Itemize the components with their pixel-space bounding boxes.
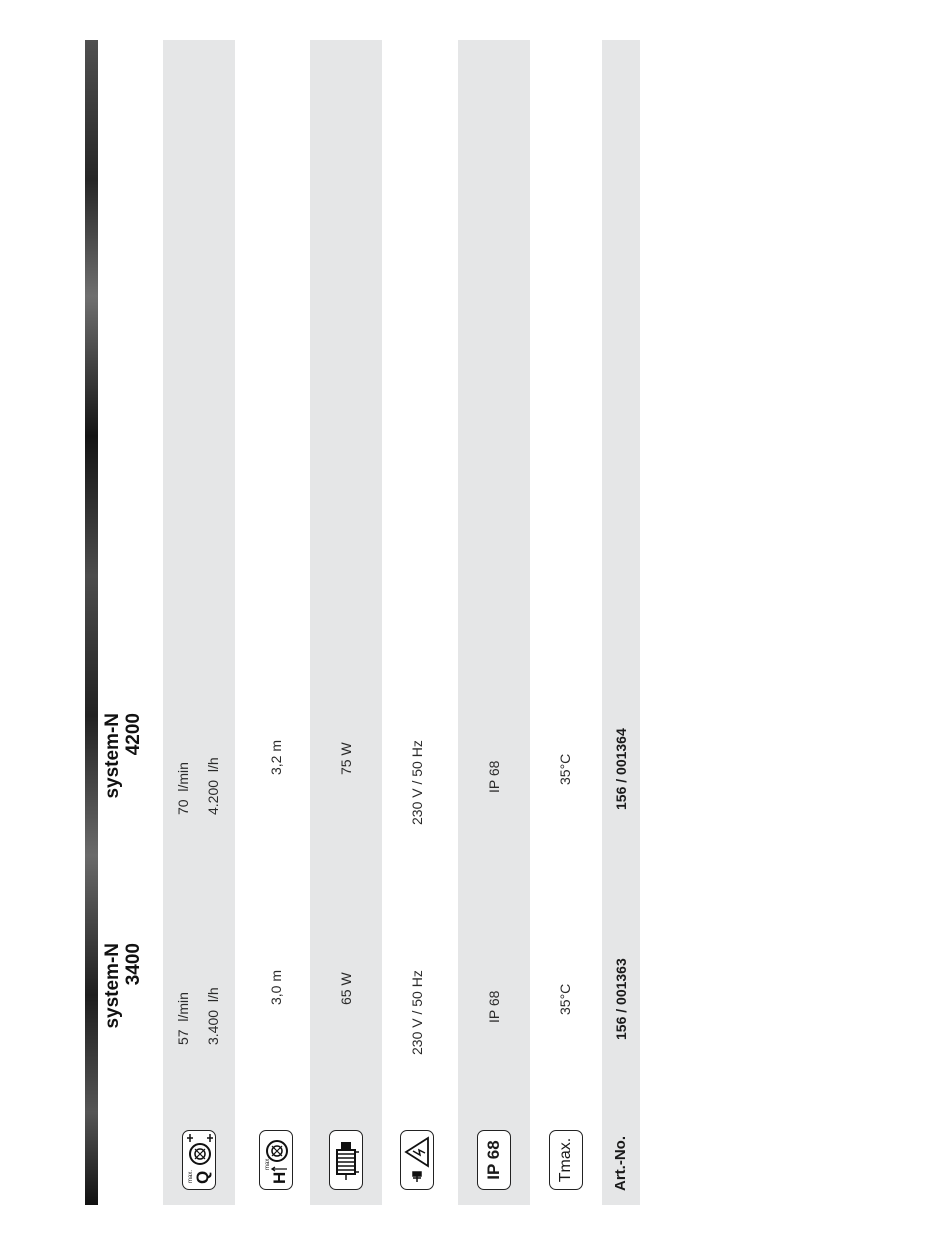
protection-3400: IP 68 — [486, 990, 502, 1023]
article-3400: 156 / 001363 — [613, 958, 629, 1040]
row-power — [310, 40, 382, 1205]
max-head-letter: H — [270, 1171, 289, 1184]
row-head — [244, 40, 308, 1205]
voltage-4200: 230 V / 50 Hz — [409, 740, 425, 825]
model-2-number: 4200 — [123, 713, 144, 756]
power-3400: 65 W — [338, 972, 354, 1005]
flow-lmin-4200-num: 70 — [175, 799, 191, 815]
temperature-3400: 35°C — [557, 983, 573, 1015]
model-2-name: system-N — [102, 713, 123, 799]
header-bar — [85, 40, 98, 1205]
row-voltage — [385, 40, 449, 1205]
flow-lh-4200 — [205, 757, 221, 815]
max-head-pump-icon — [259, 1130, 293, 1190]
voltage-3400: 230 V / 50 Hz — [409, 970, 425, 1055]
row-temperature — [533, 40, 599, 1205]
flow-lh-4200-num: 4.200 — [205, 779, 221, 815]
head-4200: 3,2 m — [268, 739, 284, 775]
model-2-heading — [102, 713, 144, 825]
icon-cell-voltage — [385, 1125, 449, 1195]
head-3400: 3,0 m — [268, 969, 284, 1005]
power-4200: 75 W — [338, 742, 354, 775]
icon-cell-power — [310, 1125, 382, 1195]
icon-cell-flow — [163, 1125, 235, 1195]
row-protection — [458, 40, 530, 1205]
row-article — [602, 40, 640, 1205]
tmax-badge: Tmax. — [549, 1130, 583, 1190]
motor-icon — [329, 1130, 363, 1190]
flow-lmin-4200-unit: l/min — [175, 762, 191, 792]
protection-4200: IP 68 — [486, 760, 502, 793]
temperature-4200: 35°C — [557, 753, 573, 785]
flow-lmin-4200 — [175, 762, 191, 815]
spec-table — [85, 40, 640, 1205]
flow-lh-3400-unit: l/h — [205, 987, 221, 1003]
icon-cell-temperature — [533, 1125, 599, 1195]
article-4200: 156 / 001364 — [613, 728, 629, 810]
max-head-sup: max. — [265, 1156, 271, 1170]
flow-lmin-3400-unit: l/min — [175, 992, 191, 1022]
flow-lh-3400 — [205, 987, 221, 1045]
flow-lh-3400-num: 3.400 — [205, 1009, 221, 1045]
max-flow-sup: max. — [188, 1169, 194, 1183]
max-flow-pump-icon — [182, 1130, 216, 1190]
model-1-heading — [102, 943, 144, 1055]
max-flow-letter: Q — [193, 1170, 212, 1184]
icon-cell-head — [244, 1125, 308, 1195]
article-label: Art.-No. — [612, 1136, 629, 1191]
flow-lh-4200-unit: l/h — [205, 757, 221, 773]
icon-cell-protection — [458, 1125, 530, 1195]
flow-lmin-3400-num: 57 — [175, 1029, 191, 1045]
header-row — [98, 40, 163, 1205]
model-1-number: 3400 — [123, 943, 144, 986]
ip68-badge: IP 68 — [477, 1130, 511, 1190]
row-flow — [163, 40, 235, 1205]
model-1-name: system-N — [102, 943, 123, 1029]
electric-warning-plug-icon — [400, 1130, 434, 1190]
flow-lmin-3400 — [175, 992, 191, 1045]
